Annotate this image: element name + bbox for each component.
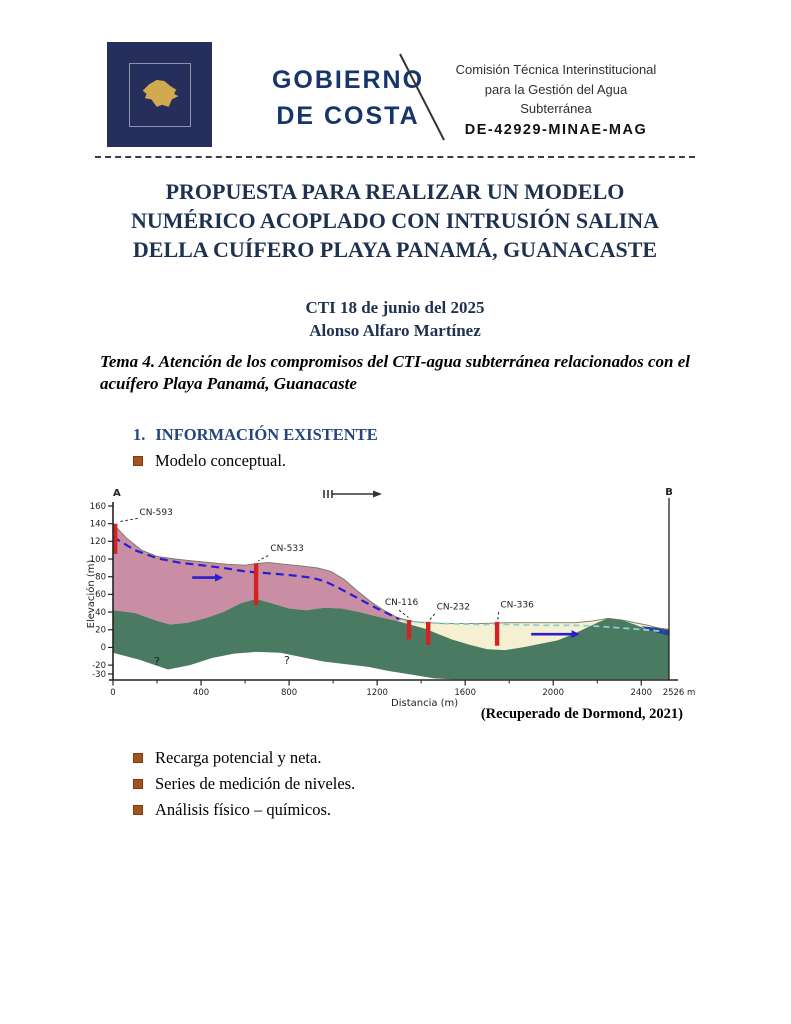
org-line1: Comisión Técnica Interinstitucional <box>455 62 657 77</box>
decree-code: DE-42929-MINAE-MAG <box>464 121 648 138</box>
svg-text:2000: 2000 <box>542 688 565 698</box>
svg-text:CN-232: CN-232 <box>436 602 471 613</box>
svg-text:800: 800 <box>280 688 298 698</box>
bullet-text: Análisis físico – químicos. <box>155 800 331 819</box>
square-bullet-icon <box>134 806 142 814</box>
list-item <box>134 451 286 471</box>
svg-text:?: ? <box>154 655 160 669</box>
section-number: 1. <box>133 425 146 444</box>
svg-text:100: 100 <box>89 554 106 565</box>
cross-section-chart <box>86 484 706 710</box>
title-line-1: PROPUESTA PARA REALIZAR UN MODELO <box>165 179 625 204</box>
svg-text:CN-116: CN-116 <box>384 598 419 609</box>
bullet-text: Recarga potencial y neta. <box>155 748 322 767</box>
list-item <box>134 748 321 768</box>
svg-text:0: 0 <box>100 643 106 654</box>
org-line2: para la Gestión del Agua <box>484 81 628 97</box>
svg-text:80: 80 <box>95 572 106 583</box>
svg-text:CN-336: CN-336 <box>500 600 534 611</box>
section-title: INFORMACIÓN EXISTENTE <box>155 425 378 444</box>
svg-text:CN-533: CN-533 <box>270 544 304 555</box>
svg-text:60: 60 <box>95 590 106 601</box>
title-line-3: DELLA CUÍFERO PLAYA PANAMÁ, GUANACASTE <box>132 237 658 263</box>
svg-text:400: 400 <box>192 688 210 698</box>
svg-text:140: 140 <box>89 519 106 530</box>
svg-text:?: ? <box>283 654 290 668</box>
svg-text:Distancia (m): Distancia (m) <box>391 698 459 709</box>
author-line: Alonso Alfaro Martínez <box>309 320 481 340</box>
svg-text:CN-593: CN-593 <box>139 507 173 518</box>
figure-caption: (Recuperado de Dormond, 2021) <box>480 706 683 722</box>
brand-line2: DE COSTA <box>276 102 420 131</box>
bullet-text: Series de medición de niveles. <box>155 774 356 793</box>
subject-line: Tema 4. Atención de los compromisos del CTI-agua subterránea relacionados con el acuífero Playa Panamá, Guanacaste <box>100 352 690 394</box>
list-item <box>134 774 355 794</box>
costa-rica-map-icon <box>133 68 187 122</box>
svg-text:A: A <box>113 488 121 499</box>
svg-text:0: 0 <box>110 688 116 698</box>
svg-text:-30: -30 <box>92 669 106 680</box>
date-line: CTI 18 de junio del 2025 <box>305 298 485 317</box>
svg-text:40: 40 <box>95 607 106 618</box>
square-bullet-icon <box>134 754 142 762</box>
svg-text:20: 20 <box>95 625 106 636</box>
svg-text:1600: 1600 <box>454 688 476 698</box>
meta-block <box>95 297 695 343</box>
svg-text:-20: -20 <box>92 660 106 671</box>
dashed-separator <box>95 156 695 158</box>
svg-text:2400: 2400 <box>630 688 653 698</box>
brand-line1: GOBIERNO <box>271 66 425 94</box>
square-bullet-icon <box>134 780 142 788</box>
title-line-2: NUMÉRICO ACOPLADO CON INTRUSIÓN SALINA <box>130 208 660 234</box>
square-bullet-icon <box>134 457 142 465</box>
svg-text:1200: 1200 <box>366 688 388 698</box>
svg-text:Elevación (m): Elevación (m) <box>86 559 97 629</box>
conceptual-model-figure <box>86 484 706 710</box>
organization-block <box>420 60 692 141</box>
page-title <box>95 177 695 264</box>
svg-text:B: B <box>665 487 673 498</box>
svg-text:120: 120 <box>89 537 106 548</box>
list-item <box>134 800 331 820</box>
bullet-text: Modelo conceptual. <box>155 451 287 470</box>
svg-text:160: 160 <box>89 501 106 512</box>
section-heading <box>133 425 378 445</box>
government-logo <box>107 42 212 147</box>
svg-text:2526 m: 2526 m <box>662 688 696 698</box>
org-line3: Subterránea <box>520 101 592 116</box>
